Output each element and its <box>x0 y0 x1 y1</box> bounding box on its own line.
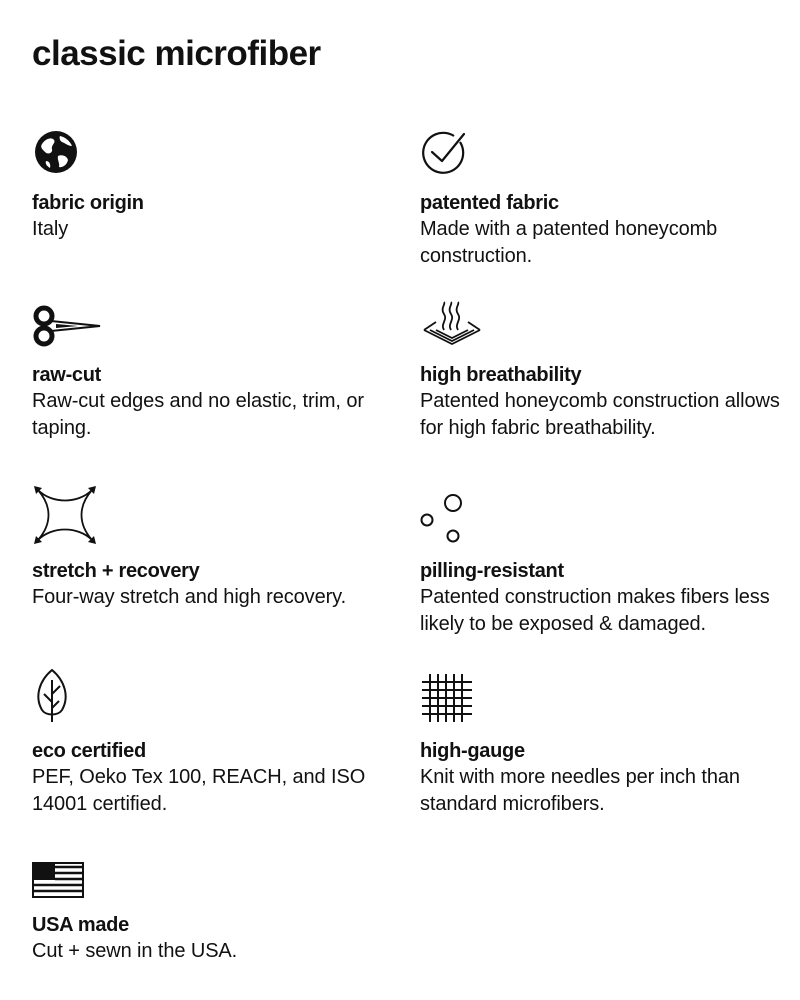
feature-description: Raw-cut edges and no elastic, trim, or taping. <box>32 390 364 439</box>
feature-description: Patented construction makes fibers less likely to be exposed & damaged. <box>420 586 770 635</box>
leaf-icon <box>32 676 402 728</box>
feature-high-gauge <box>420 676 790 818</box>
feature-title: high breathability <box>420 364 582 386</box>
feature-patented-fabric <box>420 128 790 270</box>
feature-description: Knit with more needles per inch than standard microfibers. <box>420 766 740 815</box>
feature-raw-cut <box>32 300 402 442</box>
usa-flag-icon <box>32 850 402 902</box>
feature-high-breathability <box>420 300 790 442</box>
checkmark-circle-icon <box>420 128 790 180</box>
feature-description: Patented honeycomb construction allows for high fabric breathability. <box>420 390 780 439</box>
feature-title: raw-cut <box>32 364 102 386</box>
feature-title: fabric origin <box>32 192 144 214</box>
feature-description: Italy <box>32 218 69 240</box>
feature-title: pilling-resistant <box>420 560 564 582</box>
feature-title: USA made <box>32 914 129 936</box>
knit-grid-icon <box>420 676 790 728</box>
feature-title: stretch + recovery <box>32 560 200 582</box>
bubbles-icon <box>420 496 790 548</box>
feature-description: Made with a patented honeycomb construction. <box>420 218 718 267</box>
page-title: classic microfiber <box>32 34 321 73</box>
feature-title: patented fabric <box>420 192 559 214</box>
scissors-icon <box>32 300 402 352</box>
breathability-icon <box>420 300 790 352</box>
feature-usa-made <box>32 850 402 965</box>
feature-description: PEF, Oeko Tex 100, REACH, and ISO 14001 certified. <box>32 766 366 815</box>
feature-stretch-recovery <box>32 496 402 611</box>
feature-description: Cut + sewn in the USA. <box>32 940 238 962</box>
feature-fabric-origin <box>32 128 402 243</box>
feature-eco-certified <box>32 676 402 818</box>
globe-icon <box>32 128 402 180</box>
feature-title: eco certified <box>32 740 146 762</box>
feature-pilling-resistant <box>420 496 790 638</box>
feature-description: Four-way stretch and high recovery. <box>32 586 347 608</box>
feature-title: high-gauge <box>420 740 525 762</box>
stretch-icon <box>32 496 402 548</box>
